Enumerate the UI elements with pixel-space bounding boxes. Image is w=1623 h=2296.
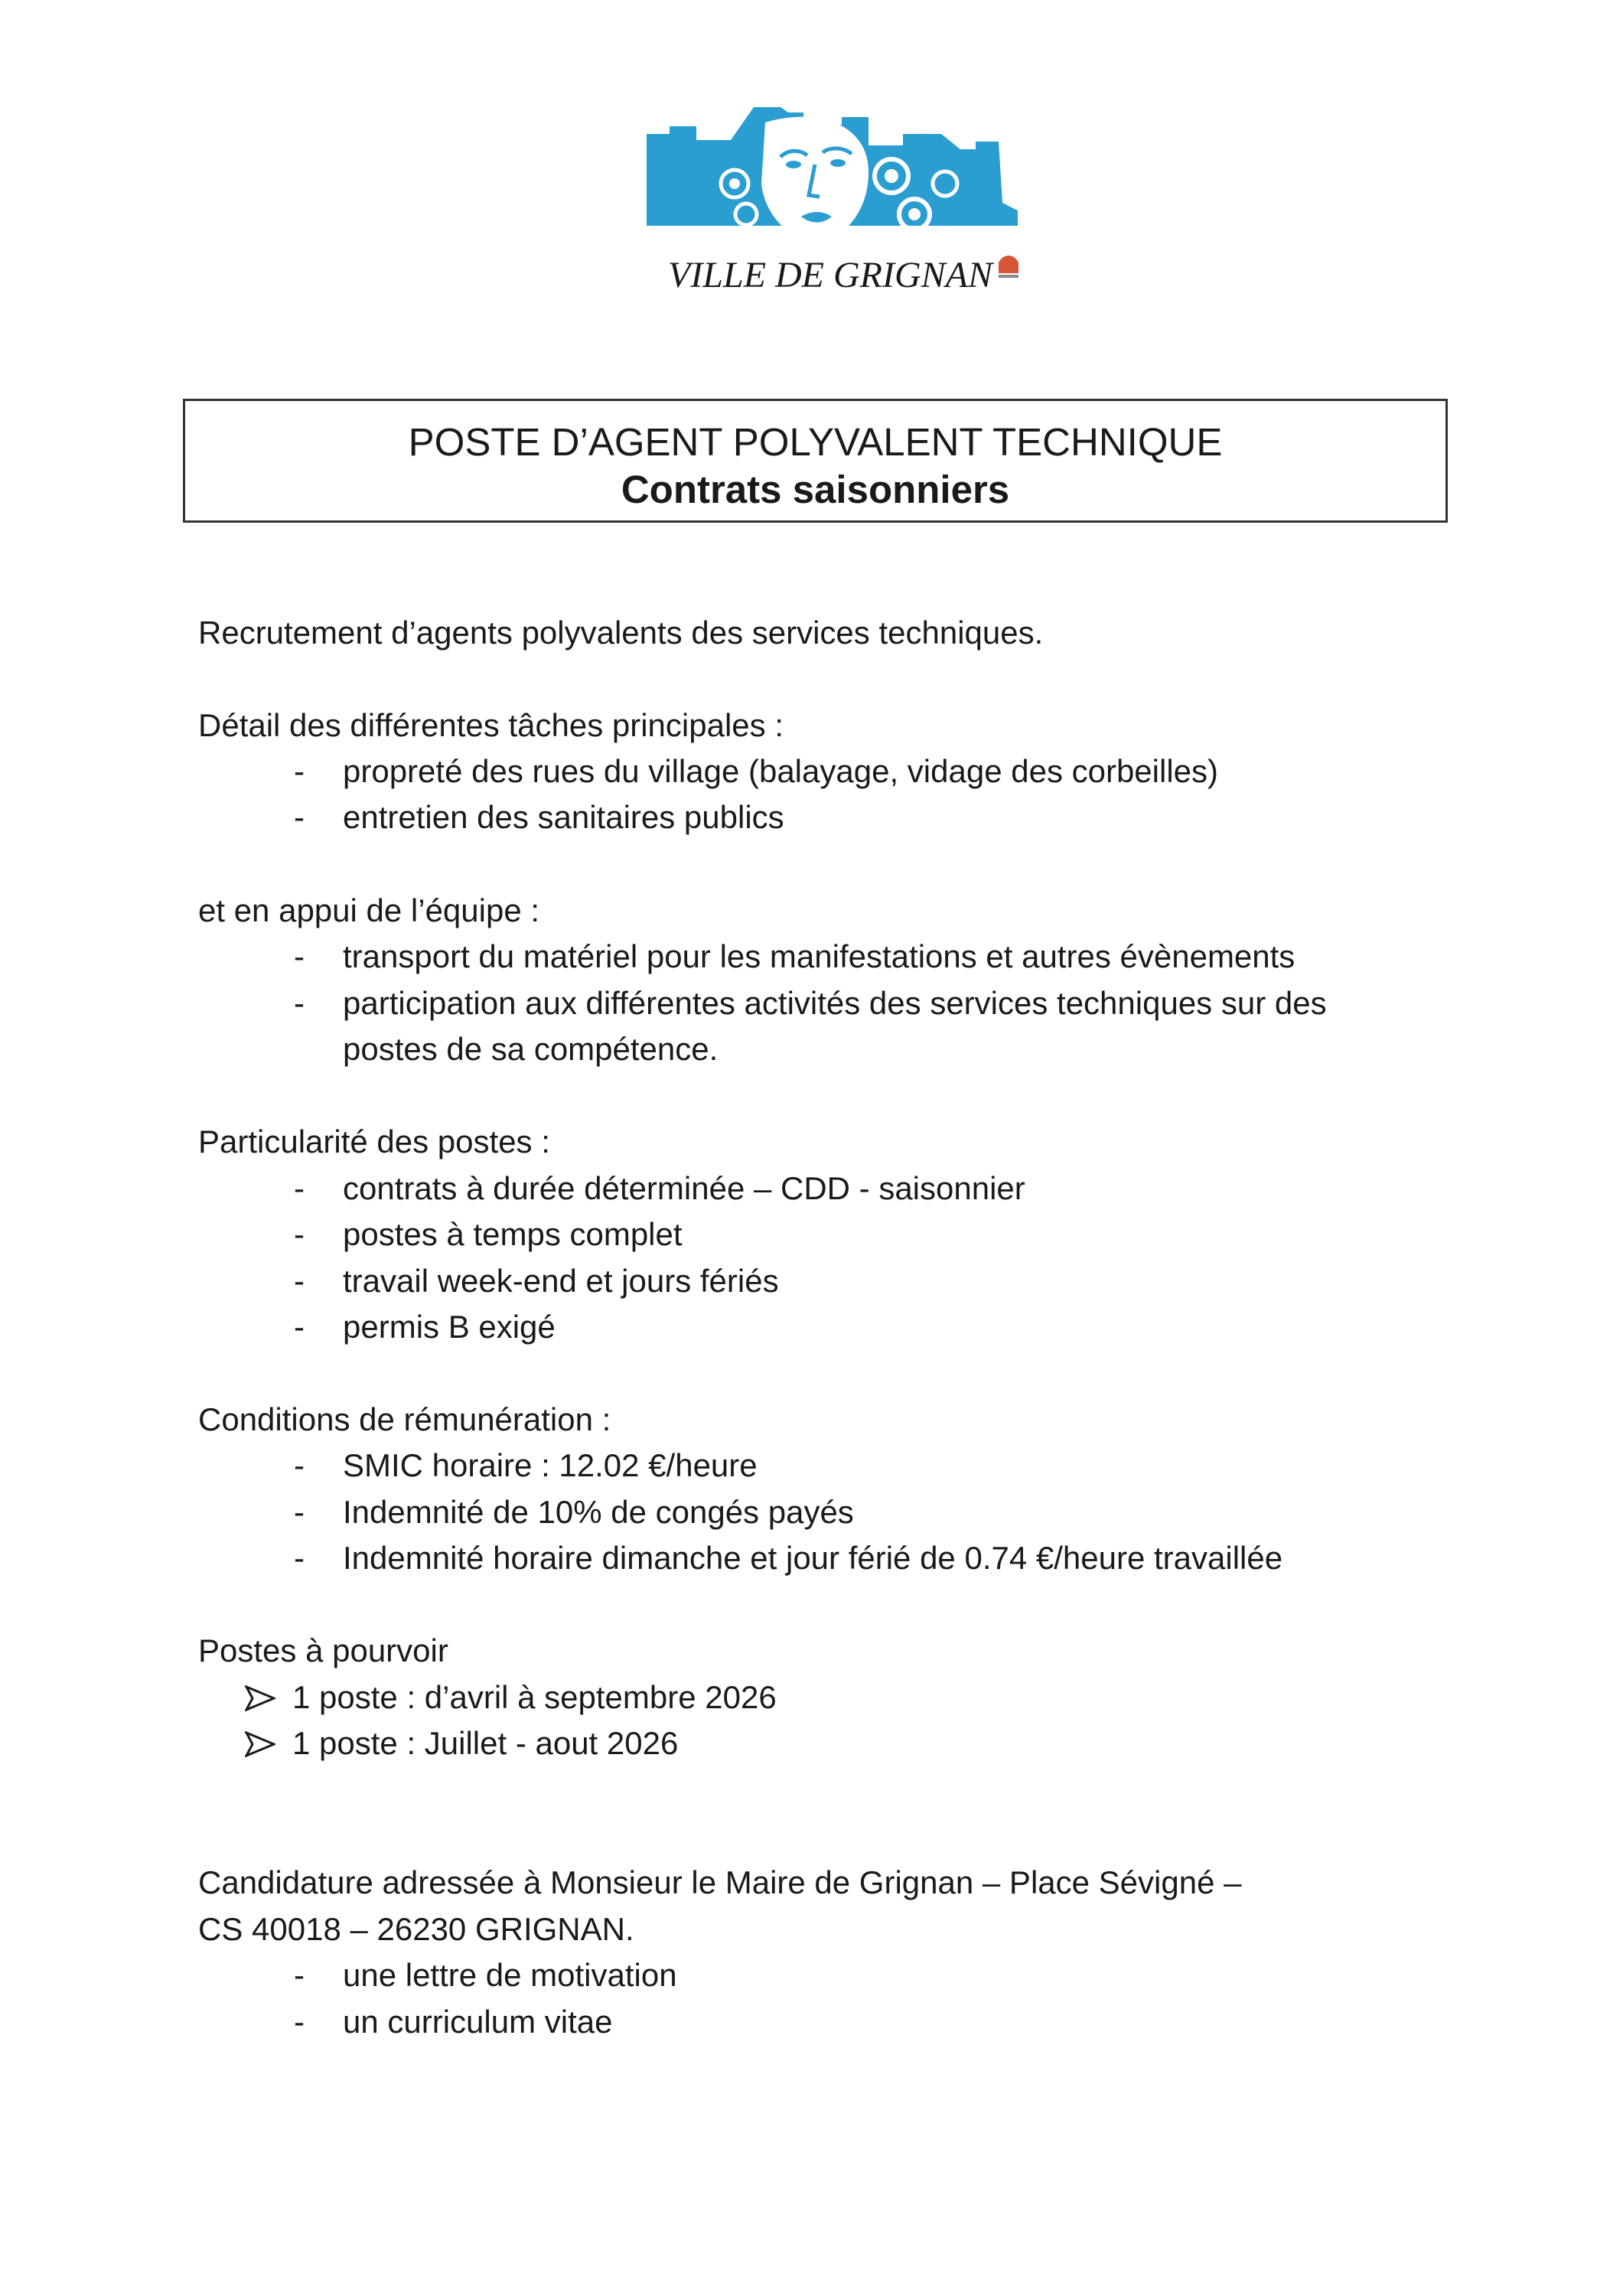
application-address-line2: CS 40018 – 26230 GRIGNAN. (198, 1911, 634, 1947)
plus-beaux-villages-badge (999, 256, 1018, 273)
job-title-box (183, 399, 1448, 523)
tasks-heading: Détail des différentes tâches principales : (198, 707, 784, 743)
arrow-bullet-icon (245, 1731, 275, 1757)
particular-heading: Particularité des postes : (198, 1124, 550, 1159)
positions-heading: Postes à pourvoir (198, 1632, 448, 1668)
application-address-line1: Candidature adressée à Monsieur le Maire de Grignan – Place Sévigné – (198, 1864, 1242, 1900)
page-title: POSTE D’AGENT POLYVALENT TECHNIQUE (408, 420, 1223, 464)
logo-emblem (639, 103, 1022, 321)
logo-text: VILLE DE GRIGNAN (668, 255, 992, 295)
ville-de-grignan-logo (639, 103, 1022, 321)
pay-heading: Conditions de rémunération : (198, 1401, 611, 1437)
support-heading: et en appui de l’équipe : (198, 892, 540, 928)
page-subtitle: Contrats saisonniers (621, 468, 1010, 511)
intro-text: Recrutement d’agents polyvalents des services techniques. (198, 615, 1044, 651)
arrow-bullet-icon (245, 1685, 275, 1711)
